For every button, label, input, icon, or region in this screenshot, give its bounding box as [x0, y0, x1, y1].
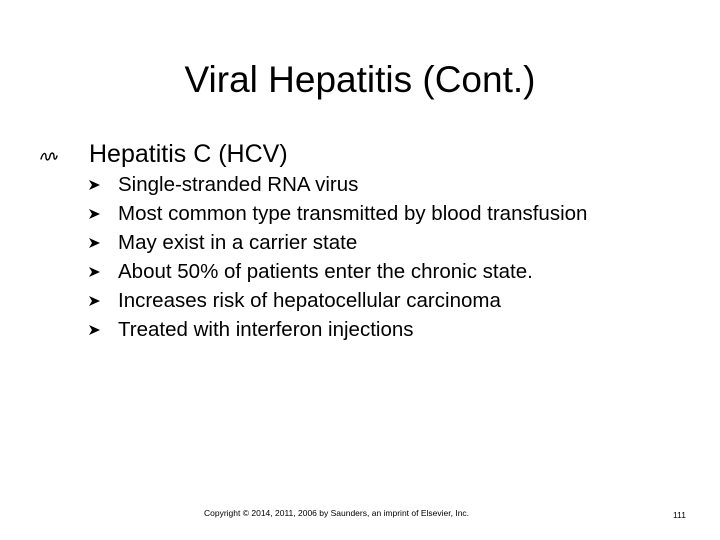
sub-bullet-list: [88, 170, 628, 344]
arrow-bullet-icon: [88, 179, 101, 191]
sub-bullet-item: [88, 286, 628, 315]
main-bullet: [40, 136, 288, 172]
sub-bullet-text: Increases risk of hepatocellular carcinoma: [118, 289, 501, 312]
sub-bullet-text: Most common type transmitted by blood transfusion: [118, 202, 588, 225]
sub-bullet-item: [88, 315, 628, 344]
page-number: 111: [673, 510, 686, 520]
slide-title: Viral Hepatitis (Cont.): [184, 59, 536, 100]
sub-bullet-text: Treated with interferon injections: [118, 318, 414, 341]
copyright-notice: Copyright © 2014, 2011, 2006 by Saunders, an imprint of Elsevier, Inc.: [204, 508, 470, 518]
sub-bullet-text: May exist in a carrier state: [118, 231, 358, 254]
scribble-bullet-icon: [40, 150, 58, 162]
sub-bullet-text: Single-stranded RNA virus: [118, 173, 359, 196]
sub-bullet-text: About 50% of patients enter the chronic state.: [118, 260, 533, 283]
sub-bullet-item: [88, 170, 628, 199]
sub-bullet-item: [88, 257, 628, 286]
arrow-bullet-icon: [88, 295, 101, 307]
arrow-bullet-icon: [88, 208, 101, 220]
arrow-bullet-icon: [88, 237, 101, 249]
sub-bullet-item: [88, 199, 628, 228]
sub-bullet-item: [88, 228, 628, 257]
arrow-bullet-icon: [88, 324, 101, 336]
arrow-bullet-icon: [88, 266, 101, 278]
main-bullet-text: Hepatitis C (HCV): [89, 140, 288, 168]
